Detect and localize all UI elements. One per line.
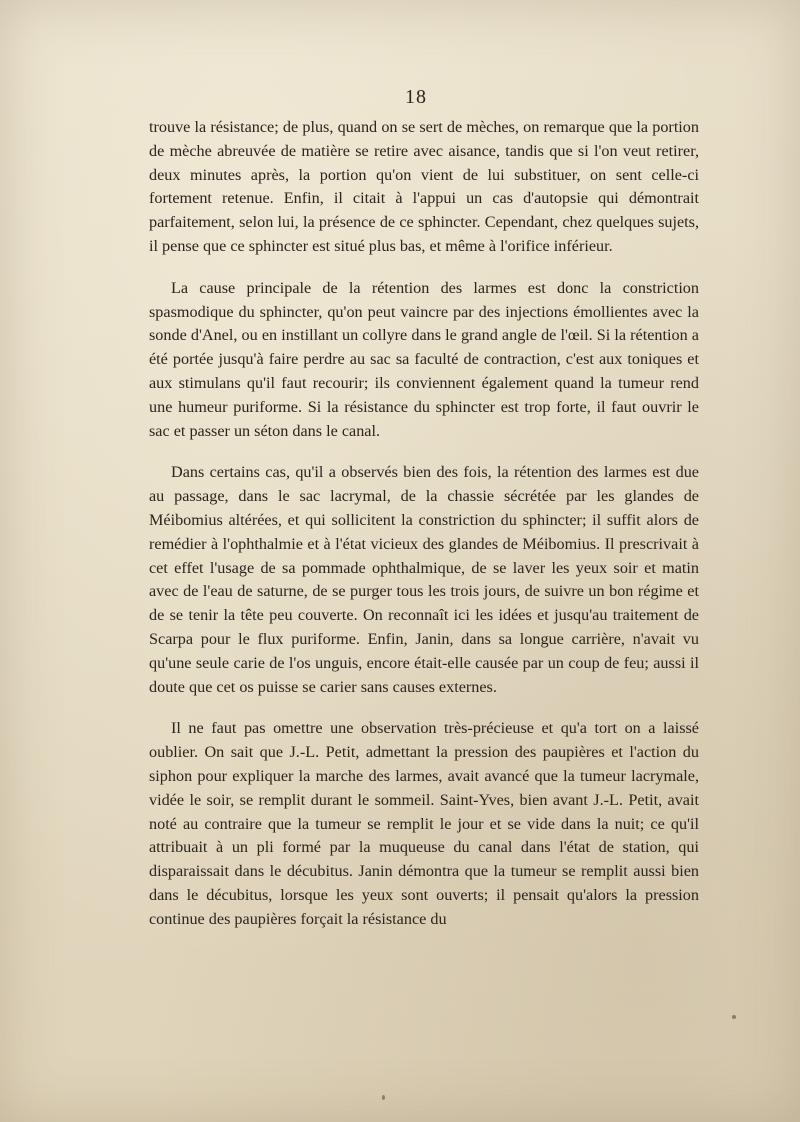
body-text [149,116,699,932]
ink-speck [382,1095,385,1100]
ink-speck [732,1015,736,1019]
paragraph-continuation: trouve la résistance; de plus, quand on se sert de mèches, on remarque que la portion de mèche abreuvée de matière se retire avec aisance, tandis que si l'on veut retirer, deux minutes après, la portion qu'on vient de lui substituer, on sent celle-ci fortement retenue. Enfin, il citait à l'appui un cas d'autopsie qui démontrait parfaitement, selon lui, la présence de ce sphincter. Cependant, chez quelques sujets, il pense que ce sphincter est situé plus bas, et même à l'orifice inférieur. [149,118,699,255]
paragraph-observation: Il ne faut pas omettre une observation très-précieuse et qu'a tort on a laissé oublier. On sait que J.-L. Petit, admettant la pression des paupières et l'action du siphon pour expliquer la marche des larmes, avait avancé que la tumeur lacrymale, vidée le soir, se remplit durant le sommeil. Saint-Yves, bien avant J.-L. Petit, avait noté au contraire que la tumeur se remplit le jour et se vide dans la nuit; ce qu'il attribuait à un pli formé par la muqueuse du canal dans l'état de station, qui disparaissait dans le décubitus. Janin démontra que la tumeur se remplit aussi bien dans le décubitus, lorsque les yeux sont ouverts; il pensait qu'alors la pression continue des paupières forçait la résistance du [149,719,699,928]
paragraph-retention-cause: La cause principale de la rétention des larmes est donc la constriction spasmodique du sphincter, qu'on peut vaincre par des injections émollientes avec la sonde d'Anel, ou en instillant un collyre dans le grand angle de l'œil. Si la rétention a été portée jusqu'à faire perdre au sac sa faculté de contraction, c'est aux toniques et aux stimulans qu'il faut recourir; ils conviennent également quand la tumeur rend une humeur puriforme. Si la résistance du sphincter est trop forte, il faut ouvrir le sac et passer un séton dans le canal. [149,278,699,440]
paragraph-meibomius: Dans certains cas, qu'il a observés bien des fois, la rétention des larmes est due au passage, dans le sac lacrymal, de la chassie sécrétée par les glandes de Méibomius altérées, et qui sollicitent la constriction du sphincter; il suffit alors de remédier à l'ophthalmie et à l'état vicieux des glandes de Méibomius. Il prescrivait à cet effet l'usage de sa pommade ophthalmique, de se laver les yeux soir et matin avec de l'eau de saturne, de se purger tous les trois jours, de suivre un bon régime et de se tenir la tête peu couverte. On reconnaît ici les idées et jusqu'au traitement de Scarpa pour le flux puriforme. Enfin, Janin, dans sa longue carrière, n'avait vu qu'une seule carie de l'os unguis, encore était-elle causée par un coup de feu; aussi il doute que cet os puisse se carier sans causes externes. [149,463,699,696]
page-number: 18 [405,86,427,108]
